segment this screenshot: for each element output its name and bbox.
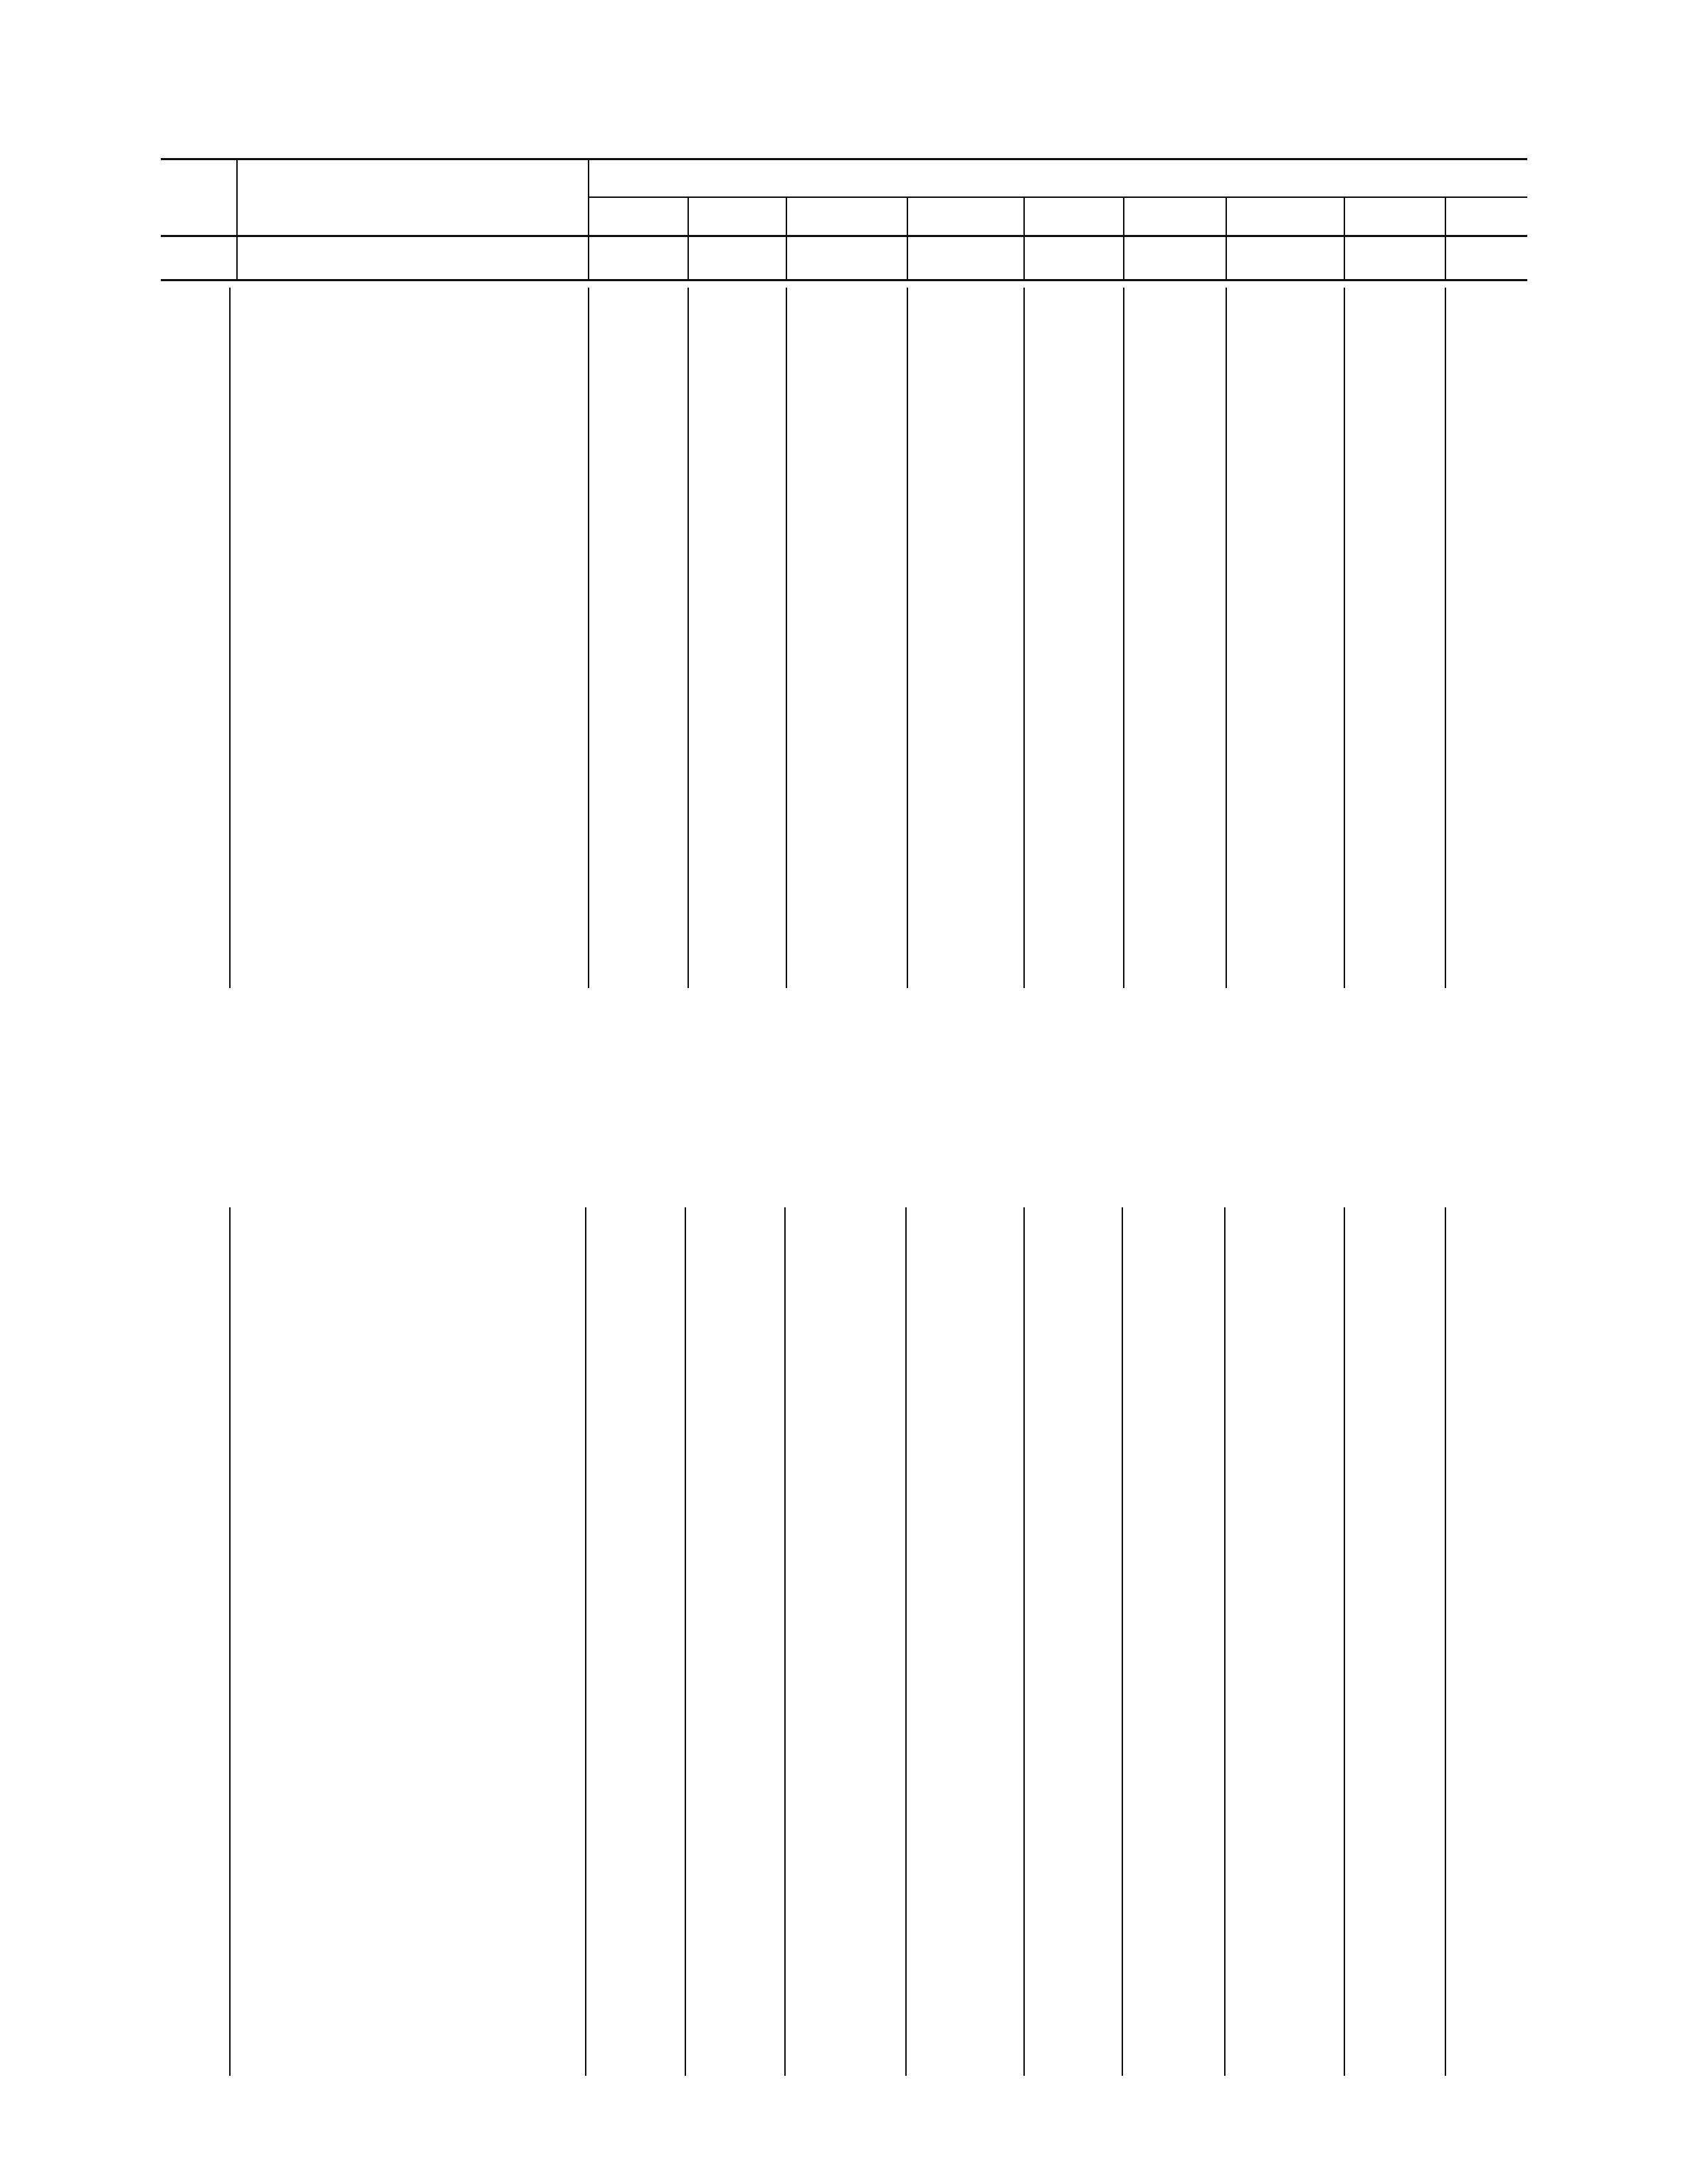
col-rule — [1445, 288, 1446, 988]
col-rule — [1226, 196, 1227, 279]
col-rule — [685, 1207, 686, 2076]
col-rule — [229, 288, 231, 988]
col-rule — [1123, 288, 1124, 988]
col-rule — [236, 158, 238, 279]
col-rule — [687, 288, 689, 988]
col-rule — [1226, 288, 1227, 988]
col-rule — [1023, 288, 1025, 988]
header-bottom-rule — [161, 279, 1527, 281]
col-rule — [1122, 1207, 1123, 2076]
col-rule — [1344, 196, 1345, 279]
col-rule — [1123, 196, 1124, 279]
col-rule — [588, 288, 589, 988]
col-rule — [784, 1207, 786, 2076]
col-rule — [229, 1207, 231, 2076]
header-mid-rule — [161, 235, 1527, 237]
col-rule — [1445, 196, 1446, 279]
col-rule — [687, 196, 689, 279]
col-rule — [1344, 1207, 1345, 2076]
col-rule — [1023, 1207, 1025, 2076]
col-rule — [1445, 1207, 1446, 2076]
col-rule — [905, 1207, 907, 2076]
col-rule — [907, 196, 908, 279]
col-rule — [1344, 288, 1345, 988]
group-rule — [589, 196, 1527, 198]
col-rule — [1224, 1207, 1226, 2076]
col-rule — [907, 288, 908, 988]
col-rule — [786, 196, 787, 279]
col-rule — [1023, 196, 1025, 279]
col-rule — [588, 158, 589, 279]
col-rule — [585, 1207, 586, 2076]
col-rule — [786, 288, 787, 988]
header-top-rule — [161, 158, 1527, 160]
